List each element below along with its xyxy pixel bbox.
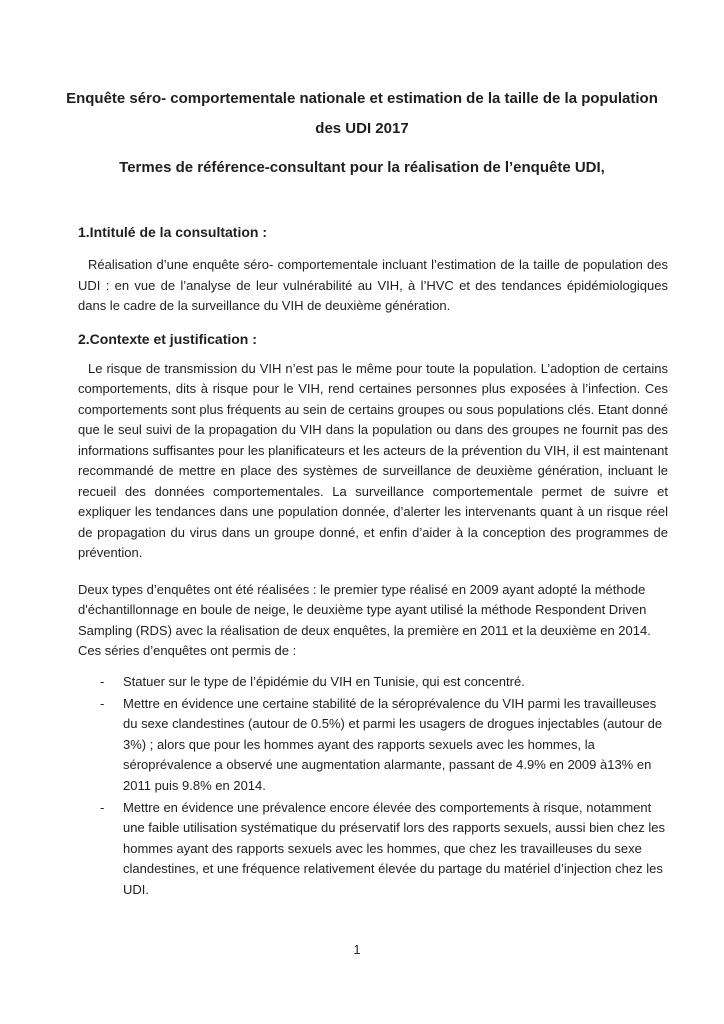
bullet-item [100, 798, 668, 901]
bullet-item [100, 694, 668, 797]
section-2-heading: 2.Contexte et justification : [78, 330, 257, 347]
page-number: 1 [353, 943, 361, 957]
document-header [0, 84, 724, 182]
bullet-text: Mettre en évidence une certaine stabilité de la séroprévalence du VIH parmi les travailleuses du sexe clandestines (autour de 0.5%) et parmi les usagers de drogues injectables (autour de 3%) ; alors que pour les hommes ayant des rapports sexuels avec les hommes, la séroprévalence a observé une augmentation alarmante, passant de 4.9% en 2009 à13% en 2011 puis 9.8% en 2014. [123, 695, 663, 793]
bullet-dash-icon: - [100, 673, 105, 689]
section-2-paragraph-1: Le risque de transmission du VIH n’est pas le même pour toute la population. L’adoption de certains comportements, dits à risque pour le VIH, rend certaines personnes plus exposées à l’infection. Ces comportements sont plus fréquents au sein de certains groupes ou sous populations clés. Etant donné que le seul suivi de la propagation du VIH dans la population ou dans des groupes ne fournit pas des informations suffisantes pour les planificateurs et les acteurs de la prévention du VIH, il est maintenant recommandé de mettre en place des systèmes de surveillance de deuxième génération, incluant le recueil des données comportementales. La surveillance comportementale permet de suivre et expliquer les tendances dans une population donnée, d’alerter les intervenants quant à un risque réel de propagation du virus dans un groupe donné, et enfin d’aider à la conception des programmes de prévention. [78, 360, 668, 560]
bullet-text: Statuer sur le type de l’épidémie du VIH en Tunisie, qui est concentré. [123, 673, 525, 689]
section-1-paragraph: Réalisation d’une enquête séro- comportementale incluant l’estimation de la taille de population des UDI : en vue de l’analyse de leur vulnérabilité au VIH, à l’HVC et des tendances épidémiologiques dans le cadre de la surveillance du VIH de deuxième génération. [78, 257, 668, 313]
bullet-item [100, 672, 668, 693]
section-1-heading: 1.Intitulé de la consultation : [78, 224, 268, 240]
document-title: Enquête séro- comportementale nationale et estimation de la taille de la population des UDI 2017 [66, 90, 658, 137]
bullet-list [78, 672, 668, 901]
document-subtitle: Termes de référence-consultant pour la réalisation de l’enquête UDI, [119, 159, 605, 176]
bullet-dash-icon: - [100, 799, 105, 815]
section-2-paragraph-2: Deux types d’enquêtes ont été réalisées : le premier type réalisé en 2009 ayant adopté la méthode d'échantillonnage en boule de neige, le deuxième type ayant utilisé la méthode Respondent Driven Sampling (RDS) avec la réalisation de deux enquêtes, la première en 2011 et la deuxième en 2014. Ces séries d’enquêtes ont permis de : [78, 581, 651, 658]
bullet-dash-icon: - [100, 695, 105, 711]
bullet-text: Mettre en évidence une prévalence encore élevée des comportements à risque, notamment une faible utilisation systématique du préservatif lors des rapports sexuels, aussi bien chez les hommes ayant des rapports sexuels avec les hommes, que chez les travailleuses du sexe clandestines, et une fréquence relativement élevée du partage du matériel d’injection chez les UDI. [123, 799, 665, 897]
document-body [0, 222, 724, 900]
